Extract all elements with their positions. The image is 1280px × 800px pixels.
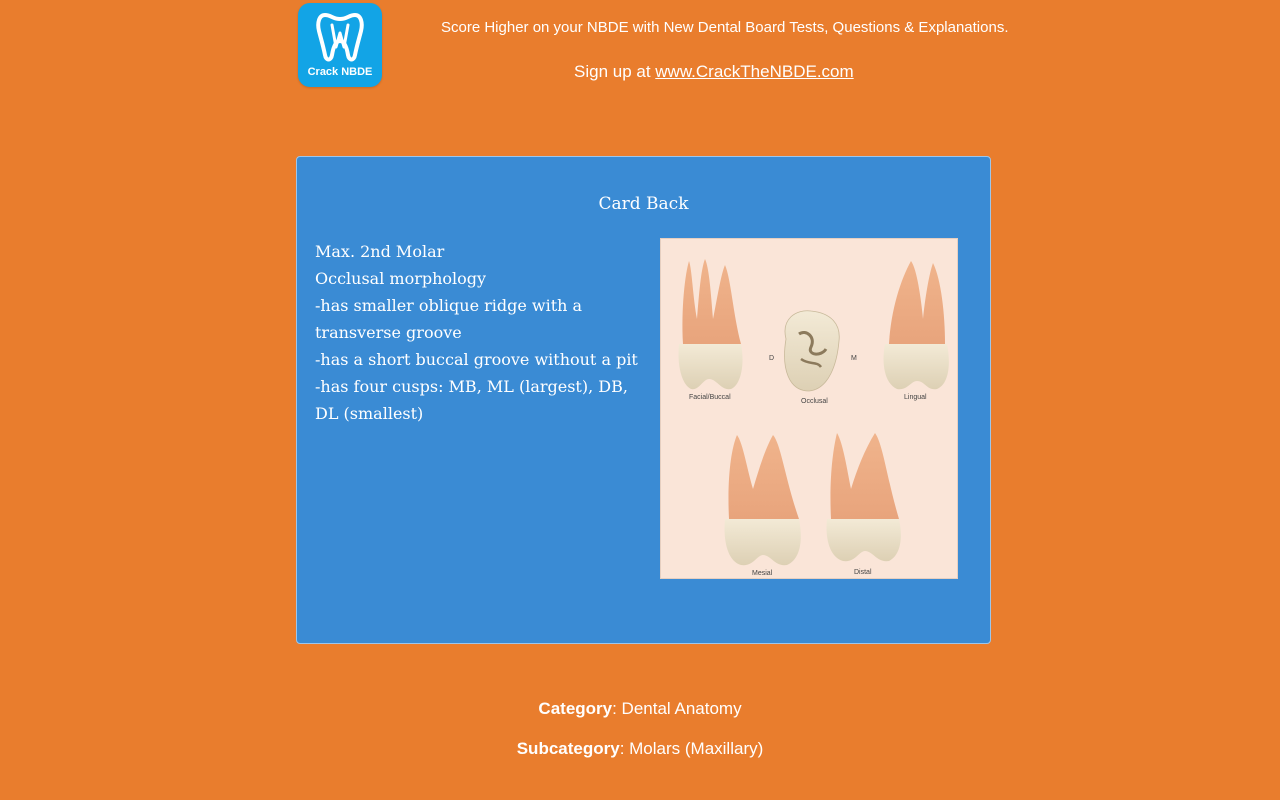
answer-line: Max. 2nd Molar [315,242,445,261]
label-facial: Facial/Buccal [689,394,731,401]
answer-line: -has smaller oblique ridge with a transverse groove [315,296,583,342]
subcategory-line [0,739,1280,759]
flashcard [296,156,991,644]
label-distal: Distal [854,569,872,576]
signup-link[interactable]: www.CrackTheNBDE.com [655,62,854,81]
category-value: : Dental Anatomy [612,699,742,718]
tagline: Score Higher on your NBDE with New Dental Board Tests, Questions & Explanations. [441,19,1009,36]
subcategory-label: Subcategory [516,739,620,758]
tooth-icon [315,11,365,67]
label-d: D [769,355,775,362]
answer-line: -has four cusps: MB, ML (largest), DB, DL (smallest) [315,377,628,423]
answer-line: -has a short buccal groove without a pit [315,350,638,369]
header [0,0,1280,110]
signup-prefix: Sign up at [574,62,656,81]
logo-text: Crack NBDE [307,66,373,78]
signup-line [574,62,854,82]
card-answer-text [315,238,645,427]
tooth-distal [827,433,901,561]
category-line [0,699,1280,719]
label-mesial: Mesial [752,570,773,577]
card-title: Card Back [598,194,689,214]
crack-nbde-logo[interactable] [298,3,382,87]
label-lingual: Lingual [904,394,927,401]
label-occlusal: Occlusal [801,398,828,405]
molar-drawing [661,239,959,580]
molar-illustration [660,238,958,579]
subcategory-value: : Molars (Maxillary) [619,739,764,758]
answer-line: Occlusal morphology [315,269,487,288]
category-label: Category [538,699,613,718]
tooth-occlusal [785,311,840,391]
tooth-facial [679,259,743,389]
tooth-lingual [884,261,949,389]
label-m: M [851,355,857,362]
tooth-mesial [725,435,801,565]
